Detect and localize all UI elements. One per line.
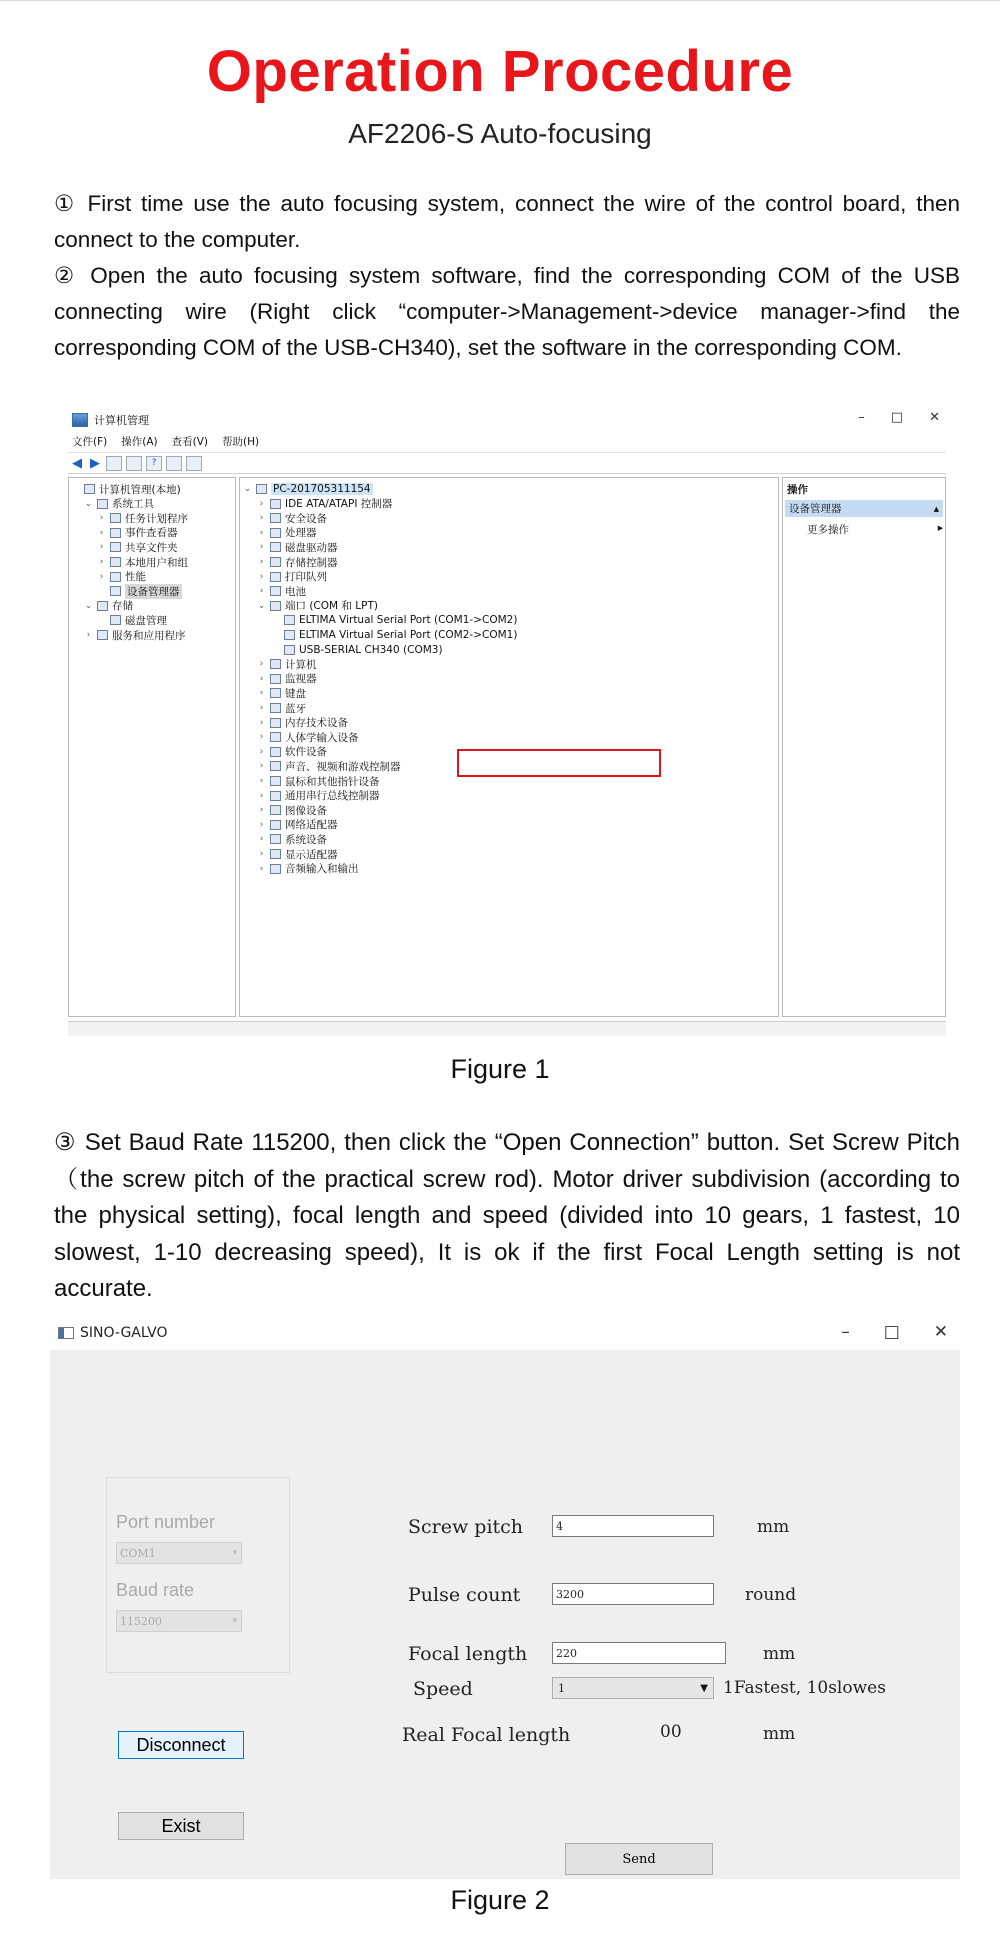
tree-item-label: USB-SERIAL CH340 (COM3) (299, 643, 443, 656)
storage-icon (97, 601, 108, 611)
expand-chevron-icon[interactable]: › (259, 498, 264, 509)
system-device-icon (270, 834, 281, 844)
port-icon (270, 601, 281, 611)
printer-icon (270, 572, 281, 582)
audio-icon (270, 864, 281, 874)
window-title: SINO-GALVO (80, 1325, 168, 1341)
expand-chevron-icon[interactable]: › (259, 805, 264, 816)
event-viewer-icon (110, 528, 121, 538)
performance-icon (110, 572, 121, 582)
expand-chevron-icon[interactable]: › (99, 557, 104, 567)
tree-item-label: 显示适配器 (285, 848, 338, 861)
computer-management-window (68, 404, 946, 1039)
expand-chevron-icon[interactable]: › (259, 557, 264, 567)
expand-chevron-icon[interactable]: › (259, 849, 264, 859)
focal-length-unit: mm (763, 1644, 796, 1664)
expand-chevron-icon[interactable]: › (86, 630, 91, 640)
tree-item-label: 安全设备 (285, 512, 327, 525)
submenu-arrow-icon: ▸ (937, 522, 943, 534)
battery-icon (270, 586, 281, 596)
computer-icon (256, 484, 267, 494)
window-titlebar (50, 1316, 960, 1350)
speed-select[interactable] (552, 1677, 714, 1699)
expand-chevron-icon[interactable]: › (259, 732, 264, 743)
network-icon (270, 820, 281, 830)
back-arrow-icon[interactable]: ◀ (72, 455, 82, 471)
port-icon (284, 645, 295, 655)
step-3-text: ③ Set Baud Rate 115200, then click the “Open Connection” button. Set Screw Pitch（the screw pitch of the practical screw rod). Motor driver subdivision (according to the physical setting), focal length and speed (divided into 10 gears, 1 fastest, 10 slowest, 1-10 decreasing speed), It is ok if the first Focal Length setting is not accurate. (54, 1129, 960, 1302)
menu-file[interactable]: 文件(F) (72, 436, 108, 448)
tree-item-label: 监视器 (285, 673, 317, 686)
tree-item-label: 人体学输入设备 (285, 731, 359, 744)
expand-chevron-icon[interactable]: › (259, 542, 264, 553)
speed-value: 1 (558, 1681, 565, 1695)
disconnect-button[interactable]: Disconnect (118, 1731, 244, 1759)
actions-section-label: 设备管理器 (789, 503, 842, 515)
actions-pane (782, 477, 946, 1017)
tree-item-label: ELTIMA Virtual Serial Port (COM1->COM2) (299, 614, 518, 627)
tree-item-label: 性能 (125, 571, 146, 584)
app-icon (58, 1327, 74, 1339)
device-tree-pane (239, 477, 779, 1017)
memory-icon (270, 718, 281, 728)
tree-item-label: 电池 (285, 585, 306, 598)
actions-header: 操作 (787, 484, 808, 496)
up-folder-icon[interactable] (106, 456, 122, 471)
pulse-count-label: Pulse count (408, 1584, 521, 1606)
tree-item-label: 软件设备 (285, 746, 327, 759)
focal-length-label: Focal length (408, 1643, 528, 1665)
collapse-chevron-icon[interactable]: ⌄ (243, 484, 252, 494)
figure-2-caption: Figure 2 (450, 1885, 550, 1915)
tree-item-label: 端口 (COM 和 LPT) (285, 600, 378, 613)
window-titlebar (72, 411, 149, 429)
monitor-icon[interactable] (186, 456, 202, 471)
screw-pitch-input[interactable]: 4 (552, 1515, 714, 1537)
expand-chevron-icon[interactable]: › (259, 586, 264, 597)
collapse-arrow-icon: ▴ (933, 502, 939, 515)
hid-icon (270, 732, 281, 742)
menu-view[interactable]: 查看(V) (171, 436, 209, 448)
storage-controller-icon (270, 557, 281, 567)
usb-icon (270, 791, 281, 801)
connection-group (106, 1477, 290, 1673)
tree-item[interactable] (257, 860, 359, 878)
port-number-value: COM1 (120, 1546, 156, 1560)
expand-chevron-icon[interactable]: › (259, 703, 264, 713)
tree-item-label: 磁盘管理 (125, 614, 167, 627)
tree-item-label: 系统设备 (285, 833, 327, 846)
mouse-icon (270, 776, 281, 786)
real-focal-length-unit: mm (763, 1724, 796, 1744)
real-focal-length-value: 00 (660, 1722, 682, 1742)
sino-galvo-window (50, 1316, 960, 1879)
menu-action[interactable]: 操作(A) (121, 436, 158, 448)
expand-chevron-icon[interactable]: › (259, 527, 264, 538)
disk-management-icon (110, 615, 121, 625)
tree-item-label: 系统工具 (112, 498, 154, 511)
pulse-count-input[interactable]: 3200 (552, 1583, 714, 1605)
properties-icon[interactable] (166, 456, 182, 471)
baud-rate-value: 115200 (120, 1614, 162, 1628)
actions-section-device-manager[interactable] (785, 500, 943, 517)
expand-chevron-icon[interactable]: › (259, 659, 264, 670)
tree-item-label: PC-201705311154 (273, 483, 371, 495)
expand-chevron-icon[interactable]: › (259, 513, 264, 524)
processor-icon (270, 528, 281, 538)
figure-1-caption: Figure 1 (450, 1054, 550, 1084)
expand-chevron-icon[interactable]: › (259, 863, 264, 874)
speed-note: 1Fastest, 10slowes (723, 1678, 886, 1698)
tree-item-label: 键盘 (285, 687, 306, 700)
tree-item-label: 声音、视频和游戏控制器 (285, 760, 401, 773)
tree-item-label: 网络适配器 (285, 819, 338, 832)
disk-drive-icon (270, 542, 281, 552)
highlight-box (457, 749, 661, 777)
tree-item-label: 存储 (112, 600, 133, 613)
expand-chevron-icon[interactable]: › (259, 717, 264, 728)
more-actions-label: 更多操作 (807, 524, 849, 536)
pulse-count-unit: round (745, 1585, 797, 1605)
real-focal-length-label: Real Focal length (402, 1724, 571, 1746)
tree-item-label: 任务计划程序 (125, 512, 188, 525)
tree-item-label: 服务和应用程序 (112, 629, 186, 642)
window-controls (841, 1322, 948, 1342)
toolbar (68, 452, 946, 474)
bluetooth-icon (270, 703, 281, 713)
port-number-select[interactable] (116, 1542, 242, 1564)
tree-item-label: IDE ATA/ATAPI 控制器 (285, 498, 393, 511)
more-actions-item[interactable] (807, 522, 943, 537)
tree-item-label: 存储控制器 (285, 556, 338, 569)
tree-item-label: 共享文件夹 (125, 541, 178, 554)
focal-length-input[interactable]: 220 (552, 1642, 726, 1664)
users-icon (110, 557, 121, 567)
port-number-label: Port number (116, 1512, 216, 1532)
status-bar (68, 1021, 946, 1036)
keyboard-icon (270, 688, 281, 698)
security-device-icon (270, 513, 281, 523)
baud-rate-label: Baud rate (116, 1580, 195, 1600)
close-icon[interactable]: ✕ (933, 1322, 948, 1342)
speaker-icon (270, 761, 281, 771)
screw-pitch-label: Screw pitch (408, 1516, 524, 1538)
expand-chevron-icon[interactable]: › (259, 571, 264, 582)
close-icon[interactable]: ✕ (929, 410, 940, 425)
tree-item-label: 计算机管理(本地) (99, 483, 181, 496)
page-subtitle: AF2206-S Auto-focusing (348, 118, 652, 149)
help-icon[interactable]: ? (146, 456, 162, 471)
services-icon (97, 630, 108, 640)
port-icon (284, 630, 295, 640)
window-title: 计算机管理 (94, 414, 149, 427)
tree-item-label: 设备管理器 (127, 585, 180, 598)
shared-folder-icon (110, 542, 121, 552)
tools-icon (97, 499, 108, 509)
send-button[interactable]: Send (565, 1843, 713, 1875)
tree-item-label: 本地用户和组 (125, 556, 188, 569)
speed-label: Speed (413, 1678, 473, 1700)
display-adapter-icon (270, 849, 281, 859)
expand-chevron-icon[interactable]: › (259, 761, 264, 772)
tree-item-label: 事件查看器 (125, 527, 178, 540)
computer-icon (270, 659, 281, 669)
top-divider (0, 0, 1000, 1)
expand-chevron-icon[interactable]: › (99, 571, 104, 582)
collapse-chevron-icon[interactable]: ⌄ (84, 498, 93, 509)
tree-item-label: 打印队列 (285, 571, 327, 584)
ide-controller-icon (270, 499, 281, 509)
port-icon (284, 615, 295, 625)
expand-chevron-icon[interactable]: › (259, 790, 264, 801)
exist-button[interactable]: Exist (118, 1812, 244, 1840)
camera-icon (270, 805, 281, 815)
screw-pitch-unit: mm (757, 1517, 790, 1537)
expand-chevron-icon[interactable]: › (259, 834, 264, 845)
software-device-icon (270, 747, 281, 757)
expand-chevron-icon[interactable]: › (259, 746, 264, 757)
tree-item-label: 蓝牙 (285, 702, 306, 715)
menu-help[interactable]: 帮助(H) (222, 436, 260, 448)
expand-chevron-icon[interactable]: › (259, 819, 264, 830)
minimize-icon[interactable]: – (858, 410, 865, 425)
maximize-icon[interactable]: □ (890, 410, 904, 425)
expand-chevron-icon[interactable]: › (99, 513, 104, 524)
tree-item-label: 计算机 (285, 658, 317, 671)
computer-management-app-icon (72, 413, 88, 427)
menu-bar (72, 434, 259, 449)
collapse-chevron-icon[interactable]: ⌄ (84, 600, 93, 611)
tree-item-label: ELTIMA Virtual Serial Port (COM2->COM1) (299, 629, 518, 641)
step-2-text: ② Open the auto focusing system software, find the corresponding COM of the USB connecting wire (Right click “computer->Management->device manager->find the corresponding COM of the USB-CH340), set the software in the corresponding COM. (54, 263, 960, 360)
window-body (50, 1350, 960, 1879)
expand-chevron-icon[interactable]: › (99, 527, 104, 538)
tree-item-label: 图像设备 (285, 804, 327, 817)
tree-item-label: 内存技术设备 (285, 717, 348, 730)
step-1-text: ① First time use the auto focusing system, connect the wire of the control board, then connect to the computer. (54, 191, 960, 252)
navigation-tree-pane (68, 477, 236, 1017)
expand-chevron-icon[interactable]: › (259, 673, 264, 684)
collapse-chevron-icon[interactable]: ⌄ (257, 600, 266, 611)
baud-rate-select[interactable] (116, 1610, 242, 1632)
device-manager-icon (110, 586, 121, 596)
chevron-down-icon: ▾ (232, 1548, 237, 1558)
window-controls (858, 410, 940, 425)
tree-item-label: 通用串行总线控制器 (285, 790, 380, 803)
tree-item-label: 鼠标和其他指针设备 (285, 775, 380, 788)
computer-management-icon (84, 484, 95, 494)
tree-item[interactable] (84, 626, 186, 644)
minimize-icon[interactable]: – (841, 1322, 850, 1342)
expand-chevron-icon[interactable]: › (99, 542, 104, 553)
expand-chevron-icon[interactable]: › (259, 776, 264, 786)
tree-item-label: 处理器 (285, 527, 317, 540)
chevron-down-icon: ▾ (232, 1616, 237, 1626)
chevron-down-icon: ▼ (700, 1682, 708, 1694)
show-hide-tree-icon[interactable] (126, 456, 142, 471)
expand-chevron-icon[interactable]: › (259, 688, 264, 699)
tree-item-label: 音频输入和输出 (285, 863, 359, 876)
page-title: Operation Procedure (206, 39, 794, 104)
maximize-icon[interactable]: □ (883, 1322, 900, 1342)
clock-icon (110, 513, 121, 523)
forward-arrow-icon[interactable]: ▶ (90, 455, 100, 471)
tree-item-label: 磁盘驱动器 (285, 541, 338, 554)
monitor-icon (270, 674, 281, 684)
